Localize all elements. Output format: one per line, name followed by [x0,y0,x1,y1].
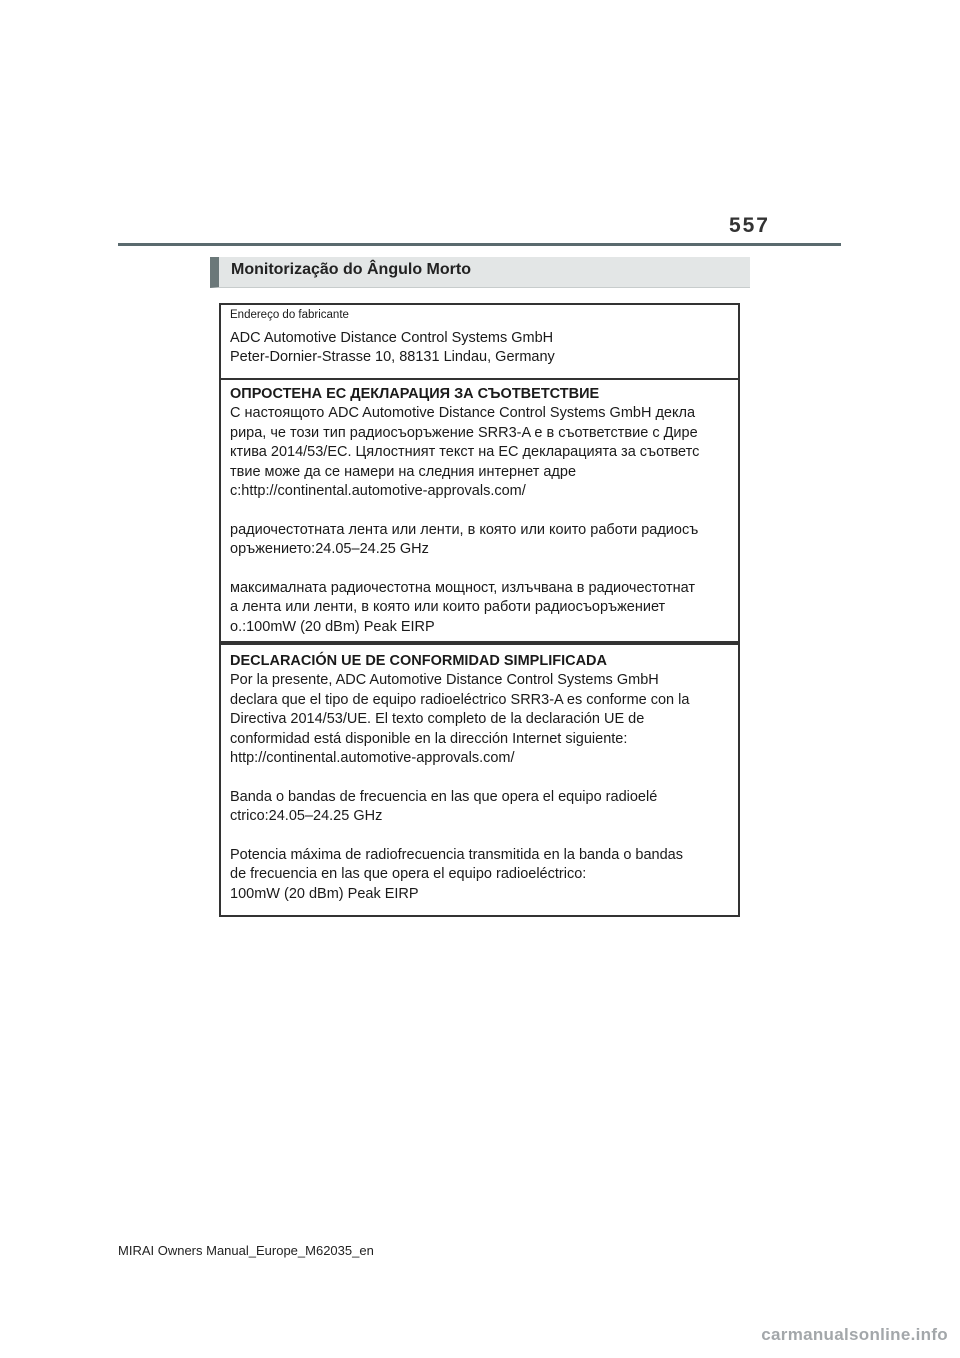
manufacturer-line: ADC Automotive Distance Control Systems GmbH [230,330,554,346]
spanish-text-line: de frecuencia en las que opera el equipo radioeléctrico: [230,866,587,883]
bulgarian-text-line: С настоящото ADC Automotive Distance Control Systems GmbH декла [230,405,696,422]
bulgarian-text-line: о.:100mW (20 dBm) Peak EIRP [230,618,435,635]
header-rule [118,243,841,246]
spanish-text-line: declara que el tipo de equipo radioeléctrico SRR3-A es conforme con la [230,691,690,708]
bulgarian-text-line: с:http://continental.automotive-approvals.com/ [230,483,526,500]
bulgarian-text-line: ктива 2014/53/ЕС. Цялостният текст на ЕС декларацията за съответс [230,444,700,461]
manufacturer-address-box [219,303,740,380]
spanish-text-line: 100mW (20 dBm) Peak EIRP [230,885,419,902]
spanish-text-line: Por la presente, ADC Automotive Distance Control Systems GmbH [230,672,659,689]
section-title-bar [210,257,750,288]
spanish-declaration-box [219,643,740,917]
bulgarian-declaration-box [219,378,740,643]
bulgarian-text-line: рира, че този тип радиосъоръжение SRR3-A е в съответствие с Дире [230,424,698,441]
footer-manual-title: MIRAI Owners Manual_Europe_M62035_en [118,1243,374,1258]
bulgarian-text-line: а лента или ленти, в която или които работи радиосъоръжениет [230,599,666,616]
bulgarian-text-line: твие може да се намери на следния интернет адре [230,463,577,480]
manufacturer-label: Endereço do fabricante [230,309,349,321]
watermark: carmanualsonline.info [761,1325,948,1344]
spanish-text-line: http://continental.automotive-approvals.com/ [230,750,515,767]
spanish-heading: DECLARACIÓN UE DE CONFORMIDAD SIMPLIFICADA [230,653,607,669]
bulgarian-text-line: оръжението:24.05–24.25 GHz [230,541,429,558]
spanish-text-line: Banda o bandas de frecuencia en las que opera el equipo radioelé [230,788,658,805]
bulgarian-text-line: максималната радиочестотна мощност, излъчвана в радиочестотнат [230,580,696,597]
spanish-text-line: Potencia máxima de radiofrecuencia transmitida en la banda o bandas [230,847,683,864]
spanish-text-line: conformidad está disponible en la dirección Internet siguiente: [230,730,628,747]
spanish-text-line: ctrico:24.05–24.25 GHz [230,808,383,825]
manufacturer-line: Peter-Dornier-Strasse 10, 88131 Lindau, Germany [230,349,555,366]
spanish-text-line: Directiva 2014/53/UE. El texto completo de la declaración UE de [230,711,645,728]
bulgarian-heading: ОПРОСТЕНА ЕС ДЕКЛАРАЦИЯ ЗА СЪОТВЕТСТВИЕ [230,386,600,402]
section-title: Monitorização do Ângulo Morto [231,261,471,278]
page-number: 557 [728,214,770,237]
bulgarian-text-line: радиочестотната лента или ленти, в която или които работи радиосъ [230,521,699,538]
